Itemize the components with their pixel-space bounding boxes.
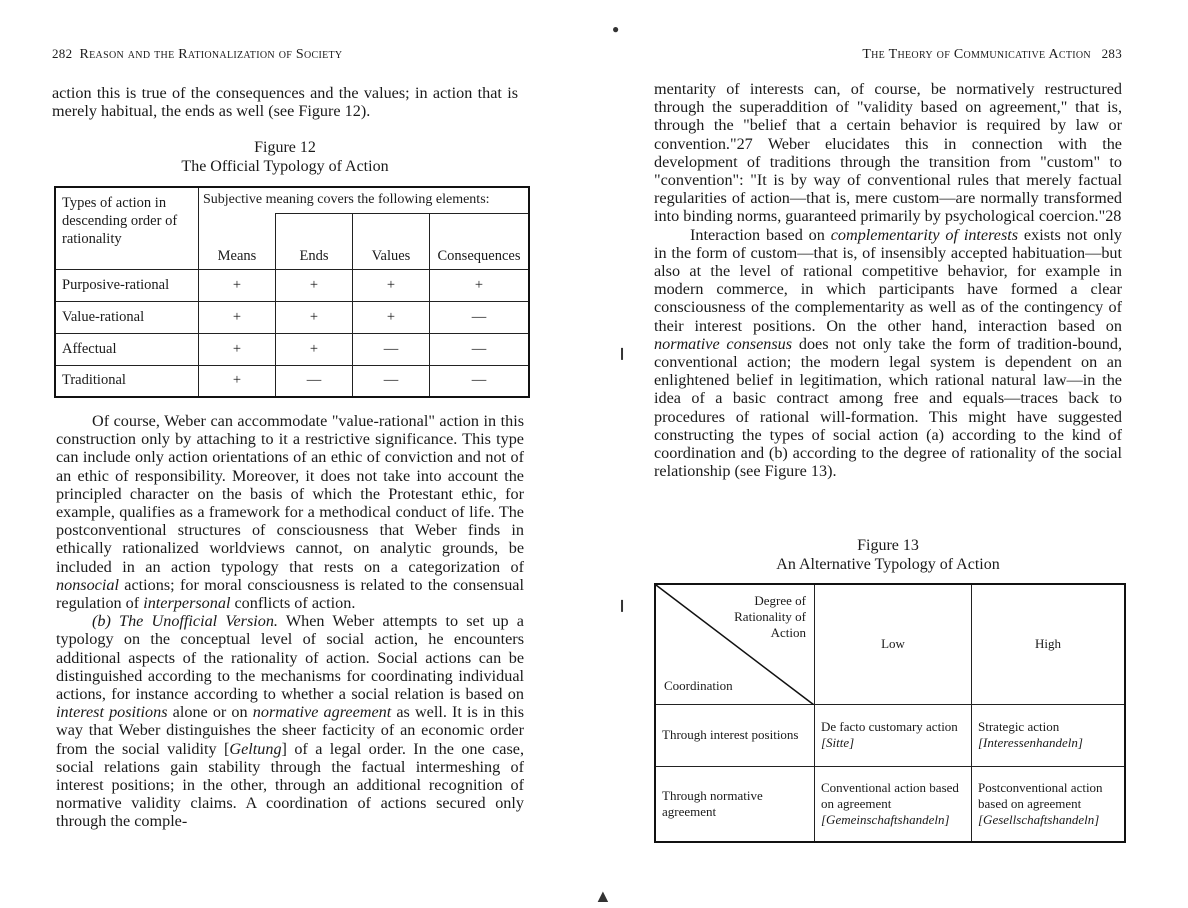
cell-german-term: [Gesellschaftshandeln] xyxy=(978,811,1100,827)
text-run: alone or on xyxy=(167,703,253,722)
paragraph-interaction xyxy=(654,226,1122,481)
table-row xyxy=(655,766,1125,842)
figure13-title: An Alternative Typology of Action xyxy=(776,556,1000,573)
fig12-cell: + xyxy=(276,301,353,333)
text-run: exists not only in the form of custom—that is, of insensibly accepted habituation—but also at the level of rational competitive behavior, for example in modern commerce, in which participants have formed a clear consciousness of the complementarity as well as of the contingency of their interest positions. On the other hand, interaction based on xyxy=(654,225,1122,335)
italic-run: nonsocial xyxy=(56,575,119,594)
italic-run: normative consensus xyxy=(654,334,793,353)
text-run: does not only take the form of tradition-bound, conventional action; the modern legal system is dependent on an enlightened belief in legitimation, which rational natural law—in the idea of a basic contract among free and equals—traces back to procedures of rational will-formation. This might have suggested constructing the types of social action (a) according to the kind of coordination and (b) according to the degree of rationality of the social relationship (see Figure 13). xyxy=(654,334,1123,481)
paragraph-value-rational xyxy=(56,412,524,612)
fig12-row-label: Value-rational xyxy=(55,301,199,333)
fig12-cell: — xyxy=(353,365,430,397)
fig12-cell: — xyxy=(430,365,530,397)
fig12-col-header: Ends xyxy=(276,213,353,269)
italic-run: interpersonal xyxy=(143,594,231,613)
fig13-cell xyxy=(972,766,1126,842)
cell-german-term: [Sitte] xyxy=(821,735,855,750)
fig12-cell: + xyxy=(276,333,353,365)
italic-run: normative agreement xyxy=(252,703,392,722)
table-row xyxy=(55,333,529,365)
fig12-cell: + xyxy=(276,269,353,301)
right-running-header xyxy=(862,46,1122,63)
fig12-row-label: Purposive-rational xyxy=(55,269,199,301)
figure12-title: The Official Typology of Action xyxy=(181,158,389,175)
cell-german-term: [Interessenhandeln] xyxy=(978,735,1083,750)
section-label: (b) The Unofficial Version. xyxy=(92,612,278,631)
italic-run: complementarity of interests xyxy=(830,225,1019,244)
italic-run: interest positions xyxy=(56,703,168,722)
table-row xyxy=(655,704,1125,766)
fig13-cell xyxy=(815,704,972,766)
text-run: conflicts of action. xyxy=(230,594,356,613)
fig13-col-high: High xyxy=(972,584,1126,704)
left-intro-paragraph xyxy=(52,84,518,120)
italic-run: Geltung xyxy=(229,739,282,758)
cell-text: Postconventional action based on agreement xyxy=(978,779,1103,811)
intro-text: action this is true of the consequences and the values; in action that is merely habitual, the ends as well (see Figure 12). xyxy=(52,84,518,121)
figure13-caption xyxy=(654,536,1122,574)
fig12-col-header: Consequences xyxy=(430,213,530,269)
fig12-cell: + xyxy=(353,301,430,333)
figure12-number: Figure 12 xyxy=(254,139,316,156)
right-running-title: The Theory of Communicative Action xyxy=(862,47,1091,62)
text-run: actions; for moral consciousness is related to the consensual regulation of xyxy=(56,575,524,613)
fig12-col-header: Values xyxy=(353,213,430,269)
figure13-table xyxy=(654,583,1126,843)
left-page-number: 282 xyxy=(52,46,73,61)
fig13-row-label: Through interest positions xyxy=(655,704,815,766)
fig12-cell: — xyxy=(276,365,353,397)
fig12-row-label: Affectual xyxy=(55,333,199,365)
cell-text: Strategic action xyxy=(978,719,1060,734)
text-run: Interaction based on xyxy=(690,225,831,244)
figure12-table xyxy=(54,186,530,398)
fig12-corner-label: Types of action in descending order of rationality xyxy=(55,187,199,269)
fig13-diag-top-label: Degree of Rationality of Action xyxy=(734,593,806,640)
text-run: ] of a legal order. In the one case, social relations gain stability through the factual intermeshing of interest positions; in the other, through an additional recognition of normative validity claims. A coordination of actions secured only through the comple- xyxy=(56,739,524,831)
fig13-cell xyxy=(815,766,972,842)
table-row xyxy=(55,365,529,397)
cell-text: De facto customary action xyxy=(821,719,958,734)
fig12-cell: — xyxy=(430,333,530,365)
fig12-span-header: Subjective meaning covers the following elements: xyxy=(199,187,530,213)
fig12-cell: + xyxy=(199,365,276,397)
fig13-col-low: Low xyxy=(815,584,972,704)
fig12-cell: — xyxy=(430,301,530,333)
text-run: as well. It is in this way that Weber distinguishes the sheer facticity of an economic order from the social validity [ xyxy=(56,703,525,758)
fig12-cell: + xyxy=(430,269,530,301)
paragraph-unofficial-version xyxy=(56,612,524,830)
table-row xyxy=(55,301,529,333)
left-body-paragraphs xyxy=(56,412,524,831)
scan-artifact-icon: ▲ xyxy=(594,886,612,906)
left-running-title: Reason and the Rationalization of Society xyxy=(79,47,343,62)
right-body-paragraphs xyxy=(654,80,1122,480)
table-row xyxy=(55,269,529,301)
scan-artifact-icon: ❙ xyxy=(617,346,628,360)
cell-german-term: [Gemeinschaftshandeln] xyxy=(821,811,950,827)
fig13-cell xyxy=(972,704,1126,766)
figure12-caption xyxy=(52,138,518,176)
paragraph-continuation: mentarity of interests can, of course, be normatively restructured through the superaddition of "validity based on agreement," that is, through the "belief that a certain behavior is required by law or convention."27 Weber elucidates this in connection with the development of traditions through the transition from "custom" to "convention": "It is by way of conventional rules that merely factual regularities of action—that is, mere custom—are normally transformed into binding norms, guaranteed primarily by psychological coercion."28 xyxy=(654,80,1122,226)
text-run: When Weber attempts to set up a typology on the conceptual level of social action, he encounters additional aspects of the rationality of action. Social actions can be distinguished according to the mechanisms for coordinating individual actions, for instance according to whether a social relation is based on xyxy=(56,612,524,704)
fig12-cell: + xyxy=(353,269,430,301)
fig12-cell: + xyxy=(199,333,276,365)
scan-artifact-icon: ❙ xyxy=(617,598,628,612)
fig12-cell: + xyxy=(199,269,276,301)
cell-text: Conventional action based on agreement xyxy=(821,779,959,811)
left-page xyxy=(0,0,580,908)
text-run: Of course, Weber can accommodate "value-rational" action in this construction only by attaching to it a restrictive significance. This type can include only action orientations of an ethic of conviction and not of an ethic of responsibility. Moreover, it does not take into account the principled character on the basis of which the Protestant ethic, for example, qualifies as a framework for a methodical conduct of life. The postconventional structures of consciousness that Weber finds in ethically rationalized worldviews cannot, on analytic grounds, be included in an action typology that rests on a categorization of xyxy=(56,412,524,576)
fig12-cell: + xyxy=(199,301,276,333)
right-page-number: 283 xyxy=(1101,46,1122,61)
scan-artifact-icon: ● xyxy=(612,22,620,36)
fig12-cell: — xyxy=(353,333,430,365)
left-running-header xyxy=(52,46,342,63)
fig12-col-header: Means xyxy=(199,213,276,269)
fig13-diagonal-header xyxy=(655,584,815,704)
fig13-row-label: Through normative agreement xyxy=(655,766,815,842)
fig12-row-label: Traditional xyxy=(55,365,199,397)
figure13-number: Figure 13 xyxy=(857,537,919,554)
fig13-diag-bottom-label: Coordination xyxy=(664,677,733,693)
